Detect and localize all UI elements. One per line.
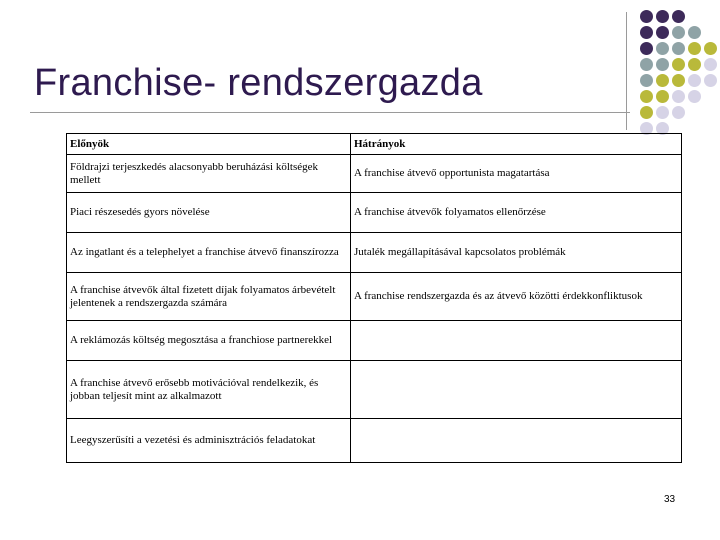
advantage-cell: A franchise átvevő erősebb motivációval rendelkezik, és jobban teljesít mint az alkalmazott: [67, 361, 351, 419]
decorative-dot: [656, 106, 669, 119]
decorative-dot: [672, 106, 685, 119]
decorative-dot: [704, 122, 717, 135]
decorative-dot: [672, 74, 685, 87]
table-row: [67, 193, 682, 233]
decorative-dot: [688, 90, 701, 103]
table-row: [67, 155, 682, 193]
disadvantage-cell: Jutalék megállapításával kapcsolatos problémák: [351, 233, 682, 273]
table-row: [67, 233, 682, 273]
decorative-dot: [688, 74, 701, 87]
advantage-cell: Földrajzi terjeszkedés alacsonyabb beruházási költségek mellett: [67, 155, 351, 193]
decorative-dot: [656, 42, 669, 55]
decorative-dot: [640, 74, 653, 87]
disadvantage-cell: [351, 361, 682, 419]
decorative-dot: [688, 10, 701, 23]
decorative-dot: [704, 58, 717, 71]
decorative-dot: [640, 10, 653, 23]
decorative-dot: [656, 26, 669, 39]
table-row: [67, 273, 682, 321]
advantage-cell: A franchise átvevők által fizetett díjak folyamatos árbevételt jelentenek a rendszergazda számára: [67, 273, 351, 321]
table-header-row: [67, 134, 682, 155]
header-disadvantages: Hátrányok: [351, 134, 682, 155]
decorative-dot: [640, 42, 653, 55]
decorative-dot: [656, 74, 669, 87]
decorative-dot-grid: [640, 10, 720, 138]
disadvantage-cell: A franchise átvevők folyamatos ellenőrzése: [351, 193, 682, 233]
header-advantages: Előnyök: [67, 134, 351, 155]
disadvantage-cell: [351, 321, 682, 361]
decorative-dot: [704, 74, 717, 87]
decorative-dot: [688, 106, 701, 119]
disadvantage-cell: A franchise rendszergazda és az átvevő közötti érdekkonfliktusok: [351, 273, 682, 321]
decorative-dot: [688, 122, 701, 135]
table-row: [67, 361, 682, 419]
decorative-dot: [640, 58, 653, 71]
decorative-dot: [688, 26, 701, 39]
table-row: [67, 321, 682, 361]
page-number: 33: [664, 494, 676, 505]
advantage-cell: A reklámozás költség megosztása a franchiose partnerekkel: [67, 321, 351, 361]
decorative-dot: [640, 90, 653, 103]
decorative-dot: [704, 10, 717, 23]
decorative-dot: [672, 10, 685, 23]
decorative-dot: [656, 90, 669, 103]
vertical-divider: [626, 12, 627, 130]
decorative-dot: [704, 26, 717, 39]
disadvantage-cell: A franchise átvevő opportunista magatartása: [351, 155, 682, 193]
decorative-dot: [704, 90, 717, 103]
decorative-dot: [672, 90, 685, 103]
decorative-dot: [656, 10, 669, 23]
decorative-dot: [640, 106, 653, 119]
table-row: [67, 419, 682, 463]
decorative-dot: [688, 58, 701, 71]
pros-cons-table: [66, 133, 682, 463]
disadvantage-cell: [351, 419, 682, 463]
decorative-dot: [688, 42, 701, 55]
advantage-cell: Leegyszerűsíti a vezetési és adminisztrációs feladatokat: [67, 419, 351, 463]
decorative-dot: [704, 106, 717, 119]
decorative-dot: [672, 26, 685, 39]
slide-title: Franchise- rendszergazda: [34, 62, 483, 104]
advantage-cell: Piaci részesedés gyors növelése: [67, 193, 351, 233]
decorative-dot: [640, 26, 653, 39]
decorative-dot: [672, 42, 685, 55]
decorative-dot: [704, 42, 717, 55]
advantage-cell: Az ingatlant és a telephelyet a franchise átvevő finanszírozza: [67, 233, 351, 273]
decorative-dot: [656, 58, 669, 71]
title-underline: [30, 112, 630, 113]
decorative-dot: [672, 58, 685, 71]
